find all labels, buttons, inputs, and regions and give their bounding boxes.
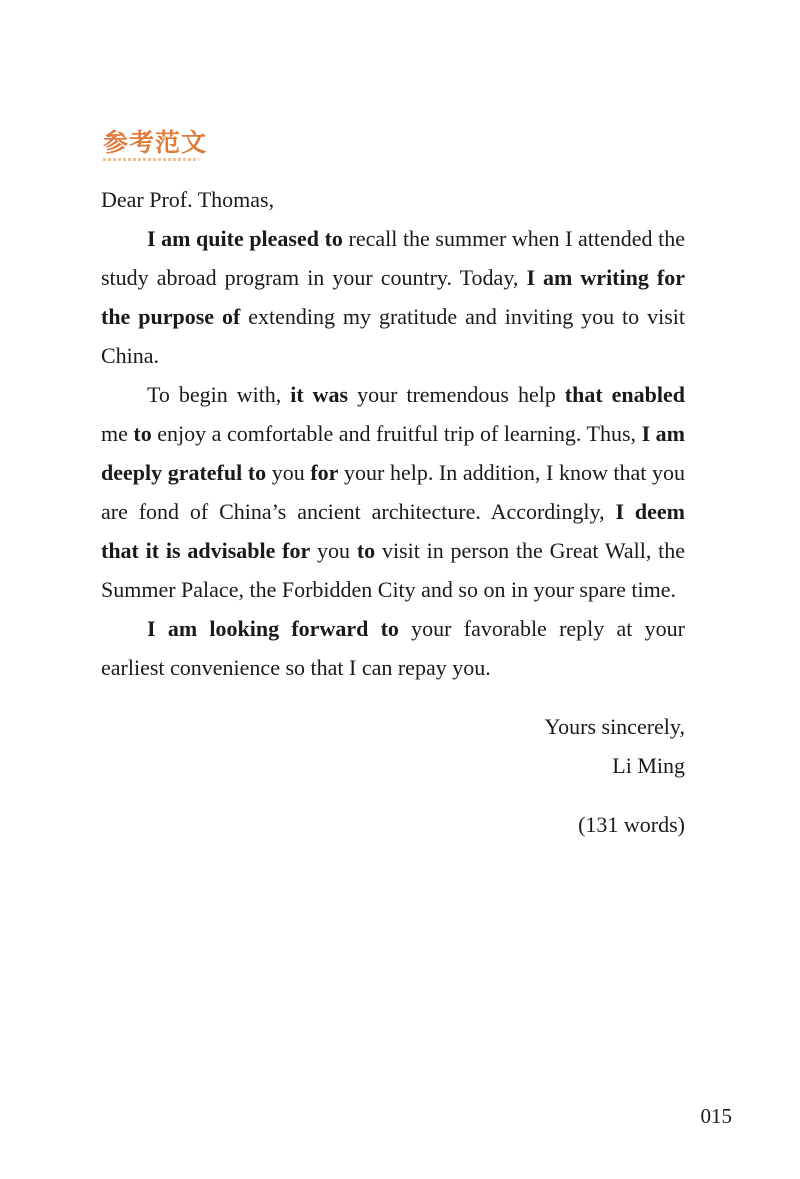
text-run: visit in person the Great Wall, the Summer Palace, the Forbidden City and so on in your spare time. xyxy=(101,538,686,602)
bold-phrase: I deem that it is advisable for xyxy=(101,499,686,563)
bold-phrase: for xyxy=(310,460,339,485)
letter-paragraph xyxy=(101,219,685,375)
letter-salutation: Dear Prof. Thomas, xyxy=(101,187,275,212)
text-run: you xyxy=(310,538,357,563)
letter-paragraph xyxy=(101,609,685,687)
page-number: 015 xyxy=(700,1104,732,1128)
text-run: enjoy a comfortable and fruitful trip of learning. Thus, xyxy=(151,421,642,446)
letter-paragraph xyxy=(101,375,685,609)
text-run: recall the summer when I attended the study abroad program in your country. Today, xyxy=(101,226,686,290)
letter-body xyxy=(101,180,685,844)
bold-phrase: to xyxy=(133,421,152,446)
bold-phrase: I am writing for the purpose of xyxy=(101,265,685,329)
word-count: (131 words) xyxy=(578,812,685,837)
bold-phrase: to xyxy=(356,538,376,563)
heading-decoration xyxy=(103,158,199,161)
bold-phrase: I am deeply grateful to xyxy=(101,421,685,485)
letter-signature: Li Ming xyxy=(612,753,685,778)
text-run: your tremendous help xyxy=(348,382,565,407)
letter-closing: Yours sincerely, xyxy=(544,714,685,739)
text-run: you xyxy=(266,460,311,485)
bold-phrase: it was xyxy=(290,382,349,407)
bold-phrase: I am quite pleased to xyxy=(147,226,343,251)
section-heading: 参考范文 xyxy=(103,128,208,157)
bold-phrase: I am looking forward to xyxy=(147,616,399,641)
bold-phrase: that enabled xyxy=(564,382,685,407)
text-run: extending my gratitude and inviting you to visit China. xyxy=(101,304,685,368)
text-run: your favorable reply at your earliest convenience so that I can repay you. xyxy=(101,616,685,680)
text-run: To begin with, xyxy=(147,382,291,407)
text-run: me xyxy=(101,421,134,446)
text-run: your help. In addition, I know that you are fond of China’s ancient architecture. Accordingly, xyxy=(101,460,686,524)
